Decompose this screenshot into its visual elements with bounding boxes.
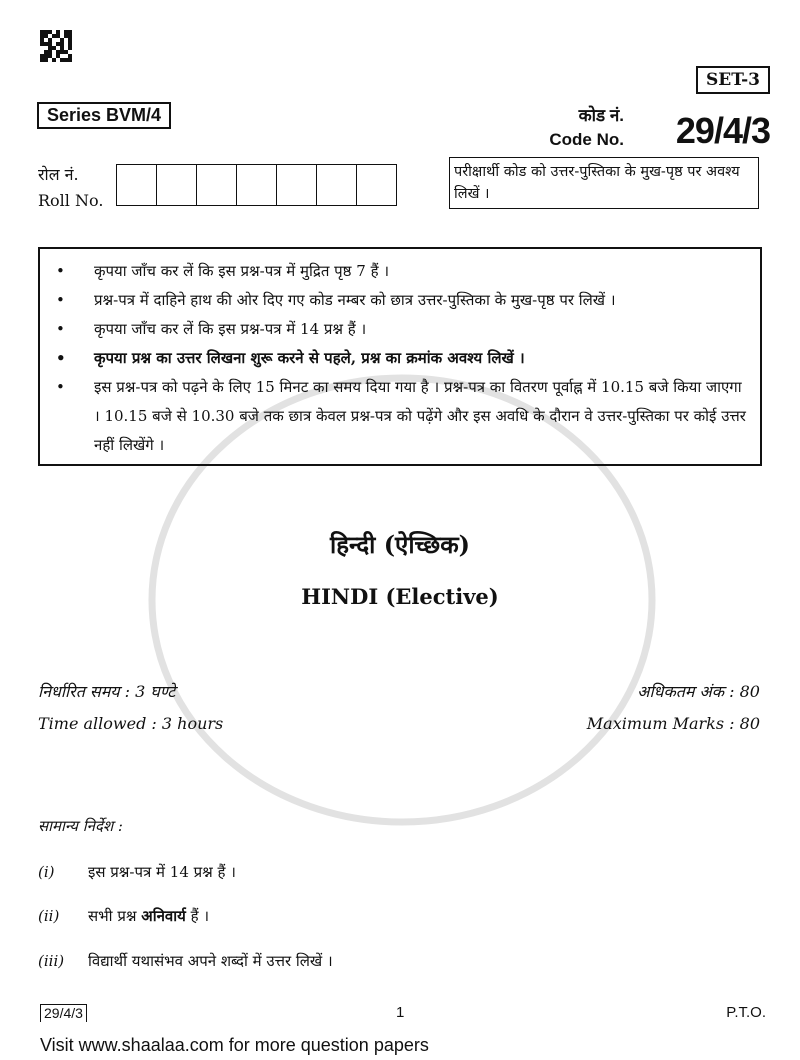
instruction-item — [56, 257, 746, 286]
instruction-item — [56, 286, 746, 315]
roll-box[interactable] — [277, 165, 317, 205]
time-allowed — [38, 676, 223, 740]
roll-label — [38, 162, 103, 214]
maximum-marks — [587, 676, 760, 740]
visit-link[interactable]: Visit www.shaalaa.com for more question papers — [40, 1035, 429, 1055]
instruction-text: इस प्रश्न-पत्र को पढ़ने के लिए 15 मिनट का समय दिया गया है । प्रश्न-पत्र का वितरण पूर्वाह्न में 10.15 बजे किया जाएगा । 10.15 बजे से 10.30 बजे तक छात्र केवल प्रश्न-पत्र को पढ़ेंगे और इस अवधि के दौरान वे उत्तर-पुस्तिका पर कोई उत्तर नहीं लिखेंगे । — [94, 378, 746, 454]
instruction-item — [56, 344, 746, 373]
point-text: विद्यार्थी यथासंभव अपने शब्दों में उत्तर लिखें । — [88, 952, 333, 970]
roll-box[interactable] — [197, 165, 237, 205]
marks-hindi: अधिकतम अंक : 80 — [637, 682, 760, 701]
qr-code — [40, 30, 72, 62]
series-label: Series BVM/4 — [37, 102, 171, 129]
code-number: 29/4/3 — [675, 110, 770, 151]
set-badge: SET-3 — [696, 66, 770, 94]
bullet-icon: • — [56, 320, 65, 338]
general-point — [38, 906, 209, 926]
candidate-note: परीक्षार्थी कोड को उत्तर-पुस्तिका के मुख-पृष्ठ पर अवश्य लिखें । — [449, 157, 759, 209]
roll-box[interactable] — [317, 165, 357, 205]
roll-number-boxes[interactable] — [116, 164, 397, 206]
page-number: 1 — [396, 1004, 405, 1021]
roll-label-english: Roll No. — [38, 191, 104, 210]
instruction-item — [56, 373, 746, 460]
code-label — [549, 104, 624, 152]
time-english: Time allowed : 3 hours — [38, 714, 224, 733]
instruction-text: कृपया जाँच कर लें कि इस प्रश्न-पत्र में मुद्रित पृष्ठ 7 हैं । — [94, 262, 390, 280]
bullet-icon: • — [56, 291, 65, 309]
point-text-bold: अनिवार्य — [141, 907, 186, 925]
bullet-icon: • — [56, 349, 66, 367]
time-hindi: निर्धारित समय : 3 घण्टे — [38, 682, 176, 701]
point-text: सभी प्रश्न — [88, 907, 142, 925]
subject-hindi: हिन्दी (ऐच्छिक) — [330, 530, 470, 559]
general-instructions-heading: सामान्य निर्देश : — [38, 817, 123, 835]
point-text: इस प्रश्न-पत्र में 14 प्रश्न हैं । — [88, 863, 236, 881]
instructions-box — [38, 247, 762, 466]
instruction-text: कृपया प्रश्न का उत्तर लिखना शुरू करने से पहले, प्रश्न का क्रमांक अवश्य लिखें । — [94, 349, 525, 367]
roll-box[interactable] — [357, 165, 396, 205]
roll-label-hindi: रोल नं. — [38, 165, 79, 184]
instruction-text: कृपया जाँच कर लें कि इस प्रश्न-पत्र में 14 प्रश्न हैं । — [94, 320, 367, 338]
general-point — [38, 951, 333, 971]
roll-box[interactable] — [237, 165, 277, 205]
pto-label: P.T.O. — [726, 1004, 766, 1021]
point-number: (ii) — [38, 907, 60, 925]
instruction-item — [56, 315, 746, 344]
roll-box[interactable] — [157, 165, 197, 205]
bullet-icon: • — [56, 262, 65, 280]
point-text: हैं । — [185, 907, 210, 925]
footer-code: 29/4/3 — [40, 1004, 87, 1022]
point-number: (iii) — [38, 952, 65, 970]
code-label-english: Code No. — [549, 130, 624, 149]
marks-english: Maximum Marks : 80 — [586, 714, 760, 733]
instruction-text: प्रश्न-पत्र में दाहिने हाथ की ओर दिए गए कोड नम्बर को छात्र उत्तर-पुस्तिका के मुख-पृष्ठ पर लिखें । — [94, 291, 616, 309]
general-point — [38, 862, 236, 882]
subject-english: HINDI (Elective) — [301, 584, 499, 609]
point-number: (i) — [38, 863, 55, 881]
bullet-icon: • — [56, 378, 65, 396]
roll-box[interactable] — [117, 165, 157, 205]
code-label-hindi: कोड नं. — [578, 106, 624, 125]
